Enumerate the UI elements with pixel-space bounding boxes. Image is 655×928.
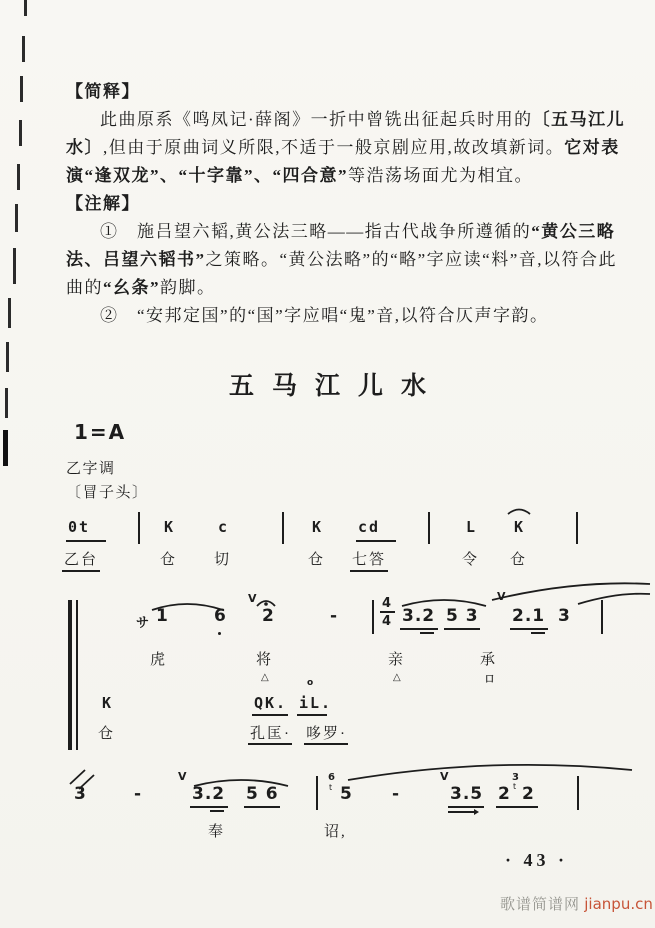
note-group: 3.2: [402, 606, 436, 626]
luogu-letter: K: [312, 518, 324, 536]
lyric: 将: [256, 652, 274, 668]
note: 6: [214, 606, 227, 626]
slide-arrow-line: [448, 811, 474, 813]
underline-beam: [248, 743, 292, 745]
binding-mark: [17, 164, 20, 190]
note: 2: [522, 784, 535, 804]
lyric: 亲: [388, 652, 406, 668]
note-group: 5 6: [246, 784, 279, 804]
barline: [316, 776, 318, 810]
note: 2: [498, 784, 511, 804]
note-group: 3.2: [192, 784, 226, 804]
binding-mark: [3, 430, 8, 466]
note-line: ① 施吕望六韬,黄公法三略——指古代战争所遵循的“黄公三略: [100, 222, 616, 241]
luogu-syllable: 令: [462, 552, 480, 568]
binding-mark: [13, 248, 16, 284]
luogu-syllable: 仓: [98, 726, 116, 742]
barline: [428, 512, 430, 544]
luogu-letter: K: [514, 518, 526, 536]
binding-mark: [15, 204, 18, 232]
underline-beam: [510, 628, 548, 630]
underline-beam: [444, 628, 480, 630]
luogu-syllable: 哆罗·: [306, 726, 347, 742]
arc-over-gong: [508, 510, 530, 515]
grace-note: 3: [512, 772, 519, 783]
note: 2: [262, 606, 275, 626]
mode-label: 乙字调: [66, 461, 116, 477]
breath-mark: V: [248, 592, 257, 605]
time-signature-top: 4: [382, 596, 392, 611]
section-header-jianshi: 【简释】: [66, 82, 140, 101]
luogu-letter: cd: [358, 518, 381, 536]
luogu-letter: K: [164, 518, 176, 536]
note: 1: [156, 606, 169, 626]
barline: [601, 600, 603, 634]
binding-mark: [19, 120, 22, 146]
system-tie: [492, 583, 650, 600]
binding-mark: [22, 36, 25, 62]
underline-beam: [356, 540, 396, 542]
note: 3: [74, 784, 87, 804]
key-signature: 1=A: [74, 420, 127, 444]
barline: [282, 512, 284, 544]
section-header-zhujie: 【注解】: [66, 194, 140, 213]
luogu-letter: iL.: [299, 694, 333, 712]
system-double-bar: [68, 600, 72, 750]
luogu-syllable: 七答: [352, 552, 387, 568]
system-tie: [578, 594, 650, 604]
board-mark: △: [261, 672, 269, 683]
underline-beam: [420, 632, 434, 634]
grace-note-tail: t: [329, 783, 333, 792]
page-number: · 43 ·: [505, 850, 569, 870]
barline: [138, 512, 140, 544]
grace-note: 6: [328, 772, 335, 783]
luogu-syllable: 仓: [160, 552, 178, 568]
note-group: 2.1: [512, 606, 546, 626]
underline-beam: [210, 810, 224, 812]
slide-arrow-head: [474, 809, 479, 815]
time-signature-bottom: 4: [382, 614, 392, 629]
luogu-syllable: 乙台: [64, 552, 99, 568]
luogu-syllable: 孔匡·: [250, 726, 291, 742]
time-signature-rule: [380, 611, 395, 613]
underline-beam: [244, 806, 280, 808]
underline-beam: [297, 714, 327, 716]
grace-note-tail: t: [513, 782, 517, 791]
breath-mark: V: [440, 770, 449, 783]
underline-beam: [448, 806, 484, 808]
note: -: [330, 606, 339, 626]
breath-mark: V: [178, 770, 187, 783]
luogu-letter: c: [218, 518, 230, 536]
lyric: 承: [480, 652, 498, 668]
luogu-syllable: 仓: [308, 552, 326, 568]
watermark-domain: jianpu.cn: [584, 895, 653, 913]
underline-beam: [62, 570, 100, 572]
barline: [577, 776, 579, 810]
lyric: 虎: [150, 652, 168, 668]
note: -: [134, 784, 143, 804]
luogu-letter: QK.: [254, 694, 288, 712]
watermark-site-name: 歌谱简谱网: [500, 897, 581, 913]
underline-beam: [190, 806, 228, 808]
note: -: [392, 784, 401, 804]
note-line: 法、吕望六韬书”之策略。“黄公法略”的“略”字应读“料”音,以符合此: [66, 250, 618, 269]
barline: [576, 512, 578, 544]
system-double-bar: [76, 600, 78, 750]
low-octave-dot: [218, 632, 221, 635]
luogu-letter: 0t: [68, 518, 91, 536]
underline-beam: [66, 540, 106, 542]
intro-line: 水〕,但由于原曲词义所限,不适于一般京剧应用,故改填新词。它对表: [66, 138, 620, 157]
breath-mark: V: [497, 590, 506, 603]
note: 5: [340, 784, 353, 804]
underline-beam: [531, 632, 545, 634]
note-line: 曲的“幺条”韵脚。: [66, 278, 216, 297]
binding-mark: [20, 76, 23, 102]
tie-end-stub: [70, 770, 85, 784]
note-group: 5 3: [446, 606, 479, 626]
piece-title: 五马江儿水: [228, 373, 444, 400]
underline-beam: [304, 743, 348, 745]
board-mark: △: [393, 672, 401, 683]
underline-beam: [350, 570, 388, 572]
underline-beam: [252, 714, 288, 716]
intro-line: 此曲原系《鸣凤记·薛阁》一折中曾铣出征起兵时用的〔五马江儿: [100, 110, 626, 129]
lyric: 诏,: [324, 824, 347, 840]
barline: [372, 600, 374, 634]
board-mark: 口: [485, 675, 495, 685]
intro-line: 演“逢双龙”、“十字靠”、“四合意”等浩荡场面尤为相宜。: [66, 166, 533, 185]
underline-beam: [400, 628, 438, 630]
note-line: ② “安邦定国”的“国”字应唱“鬼”音,以符合仄声字韵。: [100, 306, 549, 325]
binding-mark: [8, 298, 11, 328]
underline-beam: [496, 806, 538, 808]
luogu-letter: L: [466, 518, 478, 536]
opening-pattern-label: 〔冒子头〕: [66, 485, 149, 501]
note: 3: [558, 606, 571, 626]
luogu-syllable: 切: [214, 552, 232, 568]
luogu-syllable: 仓: [510, 552, 528, 568]
watermark: [500, 894, 653, 914]
sanban-mark: サ: [136, 616, 150, 631]
long-tie: [348, 765, 632, 780]
lyric: 奉: [208, 824, 226, 840]
binding-mark: [24, 0, 27, 16]
small-circle-mark: o: [307, 678, 314, 688]
note-group: 3.5: [450, 784, 484, 804]
luogu-letter: K: [102, 694, 114, 712]
